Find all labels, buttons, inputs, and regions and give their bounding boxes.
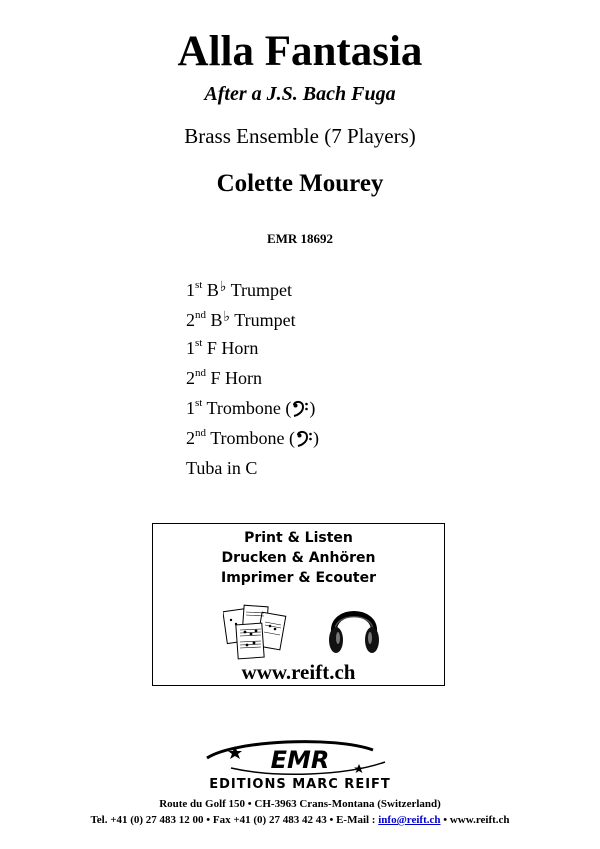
bass-clef-icon xyxy=(291,399,309,417)
publisher-logo xyxy=(195,738,405,794)
box-line-en: Print & Listen xyxy=(244,530,353,546)
flat-icon: ♭ xyxy=(223,310,231,325)
box-line-fr: Imprimer & Ecouter xyxy=(220,570,376,586)
ensemble: Brass Ensemble (7 Players) xyxy=(184,124,416,148)
list-item: 2nd F Horn xyxy=(186,367,263,388)
print-listen-box xyxy=(152,523,445,686)
list-item: 1st F Horn xyxy=(186,337,259,358)
publisher-contact: Tel. +41 (0) 27 483 12 00 • Fax +41 (0) 27 483 42 43 • E-Mail : info@reift.ch • www.reift.ch xyxy=(90,814,510,826)
emr-logo-icon xyxy=(195,738,405,778)
list-item: 2nd B♭ Trumpet xyxy=(186,309,296,330)
list-item: 1st Trombone ( ) xyxy=(186,397,316,418)
list-item: 1st B♭ Trumpet xyxy=(186,279,292,300)
instrument-list xyxy=(186,273,319,483)
subtitle: After a J.S. Bach Fuga xyxy=(204,83,396,105)
email-link[interactable]: info@reift.ch xyxy=(378,814,441,826)
website-link[interactable]: www.reift.ch xyxy=(241,660,356,684)
composer: Colette Mourey xyxy=(216,170,384,197)
list-item: 2nd Trombone ( ) xyxy=(186,427,320,448)
publisher-name: EDITIONS MARC REIFT xyxy=(209,777,391,792)
sheet-music-icon xyxy=(223,602,287,660)
page-title: Alla Fantasia xyxy=(177,28,423,75)
headphones-icon xyxy=(327,596,381,658)
bass-clef-icon xyxy=(295,429,313,447)
publisher-address: Route du Golf 150 • CH-3963 Crans-Montana (Switzerland) xyxy=(159,798,441,810)
box-line-de: Drucken & Anhören xyxy=(221,550,376,566)
catalog-number: EMR 18692 xyxy=(266,231,334,246)
svg-text:EMR: EMR xyxy=(270,746,330,774)
list-item: Tuba in C xyxy=(186,458,258,478)
flat-icon: ♭ xyxy=(219,280,227,295)
